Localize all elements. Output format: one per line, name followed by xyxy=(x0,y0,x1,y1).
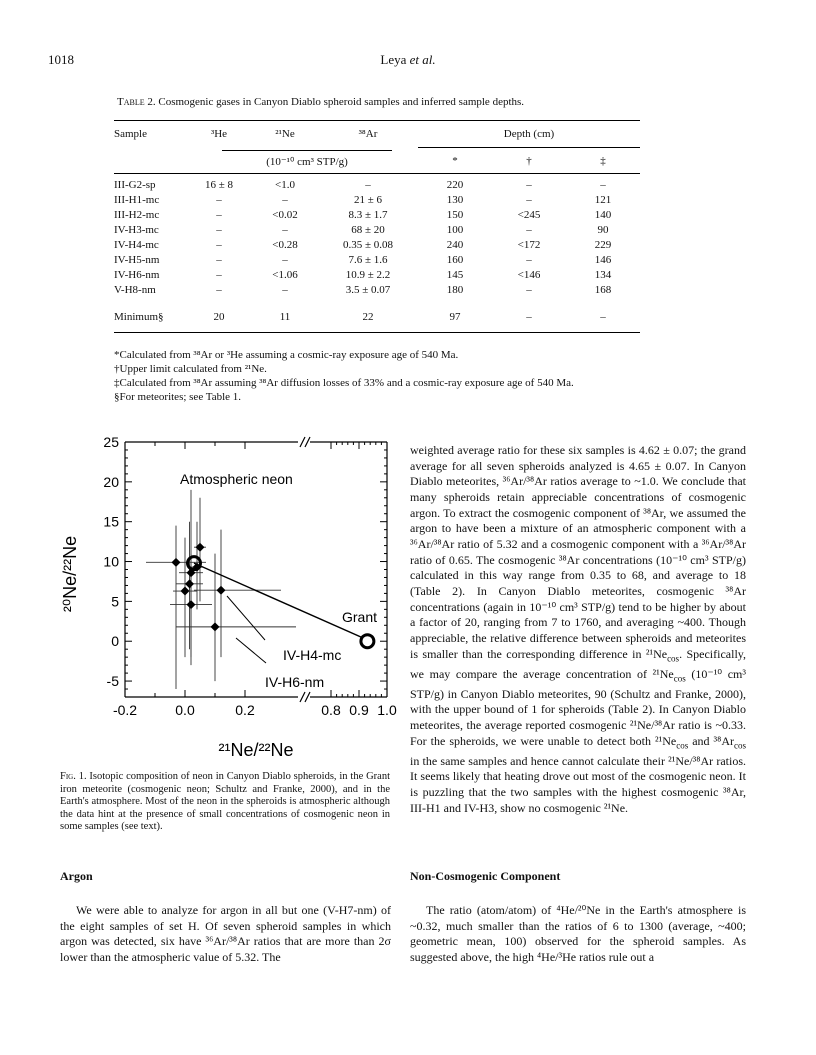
data-point-diamond xyxy=(172,558,181,567)
x-tick-label: -0.2 xyxy=(112,702,138,718)
table-2 xyxy=(114,120,640,333)
header-ne21: ²¹Ne xyxy=(252,121,318,148)
x-tick-label: 0.9 xyxy=(349,702,369,718)
table-subheader-row xyxy=(114,147,640,174)
depth-sub-dagger: † xyxy=(492,147,566,169)
header-sample: Sample xyxy=(114,121,186,148)
paragraph-argon-continued: weighted average ratio for these six samples is 4.62 ± 0.07; the grand average for all seven spheroids analyzed is 4.65 ± 0.07. In Canyon Diablo meteorites, ³⁶Ar/³⁸Ar ratios average to ~1.0. We conclude that many spheroids retain appreciable concentrations of cosmogenic argon. To extract the cosmogenic component of ³⁸Ar, we assumed the argon to have been a mixture of an atmospheric component with a ³⁶Ar/³⁸Ar ratio of 5.32 and a cosmogenic component with a ³⁶Ar/³⁸Ar ratio of 0.65. The cosmogenic ³⁸Ar concentrations (10⁻¹⁰ cm³ STP/g) calculated in this way range from 0.35 to 68, and average to 18 (Table 2). In Canyon Diablo meteorites, cosmogenic ³⁸Ar concentrations (again in 10⁻¹⁰ cm³ STP/g) tend to be higher by about a factor of 20, ranging from 7 to 1760, and averaging ~400. Though appreciable, the relative difference between spheroids and meteorites is smaller than the corresponding difference in $^{21}Ne_{cos}$. Specifically, we may compare the average concentration of $^{21}Ne_{cos}$ (10⁻¹⁰ cm³ STP/g) in Canyon Diablo meteorites, 90 (Schultz and Franke, 2000), with the upper bound of 1 for spheroids (Table 2). In Canyon Diablo meteorites, the average reported cosmogenic ²¹Ne/³⁸Ar ratio is ~0.33. For the spheroids, we were unable to detect both $^{21}Ne_{cos}$ and $^{38}Ar_{cos}$ in the same samples and hence cannot calculate their ²¹Ne/³⁸Ar ratios. It seems likely that heating drove out most of the cosmogenic neon. It is puzzling that the two samples with the highest cosmogenic ³⁸Ar, III-H1 and IV-H3, show no cosmogenic ²¹Ne. xyxy=(410,443,746,815)
section-heading-noncosmogenic: Non-Cosmogenic Component xyxy=(410,869,561,883)
table-minimum-row: Minimum§ 20 11 22 97 – – xyxy=(114,310,640,333)
axis-break-mark xyxy=(305,692,310,702)
label-iv-h4-mc: IV-H4-mc xyxy=(283,647,342,663)
table-row: V-H8-nm – – 3.5 ± 0.07 180 – 168 xyxy=(114,284,612,296)
figure-label: Fig. 1. xyxy=(60,771,87,782)
figure-1-chart xyxy=(50,432,400,762)
axis-break-mark xyxy=(300,692,305,702)
leader-line-h6 xyxy=(236,638,266,663)
y-tick-label: 25 xyxy=(103,434,119,450)
right-column-text-2 xyxy=(410,903,746,966)
table-header-row xyxy=(114,121,640,148)
axis-break-mark xyxy=(300,437,305,447)
section-heading-argon: Argon xyxy=(60,869,93,883)
header-ar38: ³⁸Ar xyxy=(318,121,418,148)
data-point-diamond xyxy=(211,622,220,631)
y-tick-label: 20 xyxy=(103,473,119,490)
label-iv-h6-nm: IV-H6-nm xyxy=(265,674,325,690)
table-footnote-3: ‡Calculated from ³⁸Ar assuming ³⁸Ar diffusion losses of 33% and a cosmic-ray exposure age of 540 Ma. xyxy=(114,377,574,389)
table-row: III-H1-mc – – 21 ± 6 130 – 121 xyxy=(114,194,612,206)
label-atmospheric-neon: Atmospheric neon xyxy=(180,471,293,487)
data-point-diamond xyxy=(187,600,196,609)
leader-line-h4 xyxy=(227,596,265,640)
running-title: Leya et al. xyxy=(380,52,436,67)
figure-caption-text: Isotopic composition of neon in Canyon Diablo spheroids, in the Grant iron meteorite (cosmogenic neon; Schultz and Franke, 2000), and in the Earth's atmosphere. Most of the neon in the spheroids is atmospheric although the data hint at the presence of small concentrations of cosmogenic neon in some samples (see text). xyxy=(60,771,390,832)
y-tick-label: 5 xyxy=(111,593,119,610)
table-row: IV-H4-mc – <0.28 0.35 ± 0.08 240 <172 229 xyxy=(114,239,612,251)
header-depth: Depth (cm) xyxy=(418,121,640,148)
label-grant: Grant xyxy=(342,609,378,625)
y-tick-label: 10 xyxy=(103,553,119,570)
table-caption xyxy=(117,96,524,108)
table-row: IV-H6-nm – <1.06 10.9 ± 2.2 145 <146 134 xyxy=(114,269,612,281)
table-footnote-1: *Calculated from ³⁸Ar or ³He assuming a cosmic-ray exposure age of 540 Ma. xyxy=(114,349,459,361)
mixing-line xyxy=(194,563,361,637)
data-point-diamond xyxy=(185,579,194,588)
table-label: Table 2. xyxy=(117,96,156,108)
chart-plot xyxy=(60,434,397,760)
figure-caption xyxy=(60,771,390,834)
right-column-text xyxy=(410,443,746,816)
x-tick-label: 0.0 xyxy=(175,702,195,718)
depth-sub-star: * xyxy=(418,147,492,169)
paragraph-noncosmogenic: The ratio (atom/atom) of ⁴He/²⁰Ne in the Earth's atmosphere is ~0.32, much smaller than the ratios of 6 to 1300 (average, ~400; geometric mean, 100) observed for the spheroid samples. As suggested above, the high ⁴He/³He ratios rule out a xyxy=(410,903,746,964)
x-tick-label: 0.8 xyxy=(321,702,341,718)
table-footnote-4: §For meteorites; see Table 1. xyxy=(114,391,242,403)
data-point-diamond xyxy=(217,586,226,595)
table-row: IV-H3-mc – – 68 ± 20 100 – 90 xyxy=(114,224,609,236)
table-footnote-2: †Upper limit calculated from ²¹Ne. xyxy=(114,363,267,375)
y-axis-label: ²⁰Ne/²²Ne xyxy=(60,535,80,613)
data-point-diamond xyxy=(181,587,190,596)
header-he3: ³He xyxy=(186,121,252,148)
grant-marker xyxy=(361,635,374,648)
table-row: III-H2-mc – <0.02 8.3 ± 1.7 150 <245 140 xyxy=(114,209,612,221)
x-axis-label: ²¹Ne/²²Ne xyxy=(218,740,294,760)
left-column-text xyxy=(60,903,391,966)
y-tick-label: -5 xyxy=(106,673,119,690)
table-row: III-G2-sp 16 ± 8 <1.0 – 220 – – xyxy=(114,179,606,191)
depth-sub-ddagger: ‡ xyxy=(566,147,640,169)
y-tick-label: 0 xyxy=(111,633,119,650)
table-row: IV-H5-nm – – 7.6 ± 1.6 160 – 146 xyxy=(114,254,612,266)
page-number: 1018 xyxy=(48,52,74,67)
paragraph-argon: We were able to analyze for argon in all but one (V-H7-nm) of the eight samples of set H. Of seven spheroid samples in which argon was detected, six have ³⁶Ar/³⁸Ar ratios that are more than 2σ lower than the atmospheric value of 5.32. The xyxy=(60,903,391,964)
x-tick-label: 0.2 xyxy=(235,702,255,718)
units-label: (10⁻¹⁰ cm³ STP/g) xyxy=(222,150,392,169)
table-caption-text: Cosmogenic gases in Canyon Diablo spheroid samples and inferred sample depths. xyxy=(158,96,525,108)
axis-break-mark xyxy=(305,437,310,447)
x-tick-label: 1.0 xyxy=(377,702,397,718)
y-tick-label: 15 xyxy=(103,513,119,530)
